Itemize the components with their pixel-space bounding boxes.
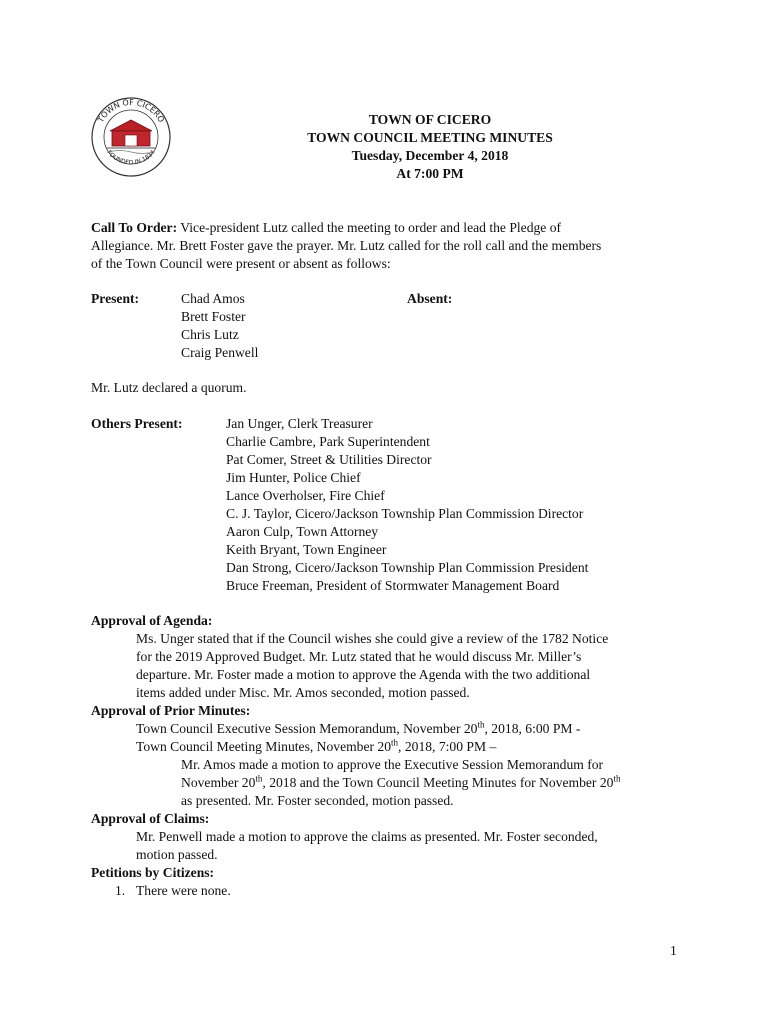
agenda-line: Ms. Unger stated that if the Council wishes she could give a review of the 1782 Notice xyxy=(136,631,609,646)
quorum-statement: Mr. Lutz declared a quorum. xyxy=(91,380,247,395)
present-member: Brett Foster xyxy=(181,309,246,324)
attendee: Jim Hunter, Police Chief xyxy=(226,470,361,485)
claims-heading: Approval of Claims: xyxy=(91,811,210,826)
town-seal-logo xyxy=(90,96,172,178)
attendee: Charlie Cambre, Park Superintendent xyxy=(226,434,430,449)
document-header xyxy=(230,111,630,183)
present-member: Chris Lutz xyxy=(181,327,239,342)
attendee: Dan Strong, Cicero/Jackson Township Plan Commission President xyxy=(226,560,589,575)
call-to-order-line2: Allegiance. Mr. Brett Foster gave the prayer. Mr. Lutz called for the roll call and the members xyxy=(91,238,602,253)
claims-line: Mr. Penwell made a motion to approve the claims as presented. Mr. Foster seconded, xyxy=(136,829,598,844)
absent-label: Absent: xyxy=(407,291,453,306)
petitions-heading: Petitions by Citizens: xyxy=(91,865,215,880)
agenda-line: for the 2019 Approved Budget. Mr. Lutz stated that he would discuss Mr. Miller’s xyxy=(136,649,582,664)
page-number: 1 xyxy=(670,943,677,958)
agenda-line: departure. Mr. Foster made a motion to approve the Agenda with the two additional xyxy=(136,667,591,682)
prior-minutes-motion: Mr. Amos made a motion to approve the Executive Session Memorandum for xyxy=(181,757,604,772)
prior-minutes-motion: November 20th, 2018 and the Town Council Meeting Minutes for November 20th xyxy=(181,773,621,790)
attendee: Jan Unger, Clerk Treasurer xyxy=(226,416,373,431)
header-date: Tuesday, December 4, 2018 xyxy=(351,148,509,163)
present-label: Present: xyxy=(91,291,140,306)
present-list xyxy=(181,290,258,362)
others-present-list xyxy=(226,415,588,595)
claims-line: motion passed. xyxy=(136,847,218,862)
present-member: Craig Penwell xyxy=(181,345,259,360)
attendee: C. J. Taylor, Cicero/Jackson Township Plan Commission Director xyxy=(226,506,584,521)
attendee: Aaron Culp, Town Attorney xyxy=(226,524,379,539)
attendee: Bruce Freeman, President of Stormwater Management Board xyxy=(226,578,560,593)
header-title: TOWN COUNCIL MEETING MINUTES xyxy=(307,130,553,145)
attendee: Pat Comer, Street & Utilities Director xyxy=(226,452,432,467)
svg-text:FOUNDED IN 1834 xyxy=(105,149,156,166)
call-to-order-line1: Vice-president Lutz called the meeting to order and lead the Pledge of xyxy=(177,220,562,235)
minutes-body xyxy=(91,612,711,900)
seal-bottom-text: FOUNDED IN 1834 xyxy=(105,149,157,167)
call-to-order-line3: of the Town Council were present or absent as follows: xyxy=(91,256,391,271)
attendee: Keith Bryant, Town Engineer xyxy=(226,542,387,557)
seal-top-text: TOWN OF CICERO xyxy=(96,97,166,125)
attendee: Lance Overholser, Fire Chief xyxy=(226,488,385,503)
prior-minutes-item: Town Council Executive Session Memorandum, November 20th, 2018, 6:00 PM - xyxy=(136,719,581,736)
list-number: 1. xyxy=(115,883,126,898)
agenda-heading: Approval of Agenda: xyxy=(91,613,213,628)
petitions-item-text: There were none. xyxy=(136,883,231,898)
prior-minutes-motion: as presented. Mr. Foster seconded, motion passed. xyxy=(181,793,454,808)
call-to-order-section xyxy=(91,219,691,273)
present-member: Chad Amos xyxy=(181,291,245,306)
header-town-name: TOWN OF CICERO xyxy=(368,112,492,127)
prior-minutes-item: Town Council Meeting Minutes, November 20th, 2018, 7:00 PM – xyxy=(136,737,497,754)
agenda-line: items added under Misc. Mr. Amos seconded, motion passed. xyxy=(136,685,470,700)
call-to-order-label: Call To Order: xyxy=(91,220,178,235)
petitions-item xyxy=(91,882,711,900)
others-present-label: Others Present: xyxy=(91,416,183,431)
header-time: At 7:00 PM xyxy=(396,166,464,181)
prior-minutes-heading: Approval of Prior Minutes: xyxy=(91,703,251,718)
